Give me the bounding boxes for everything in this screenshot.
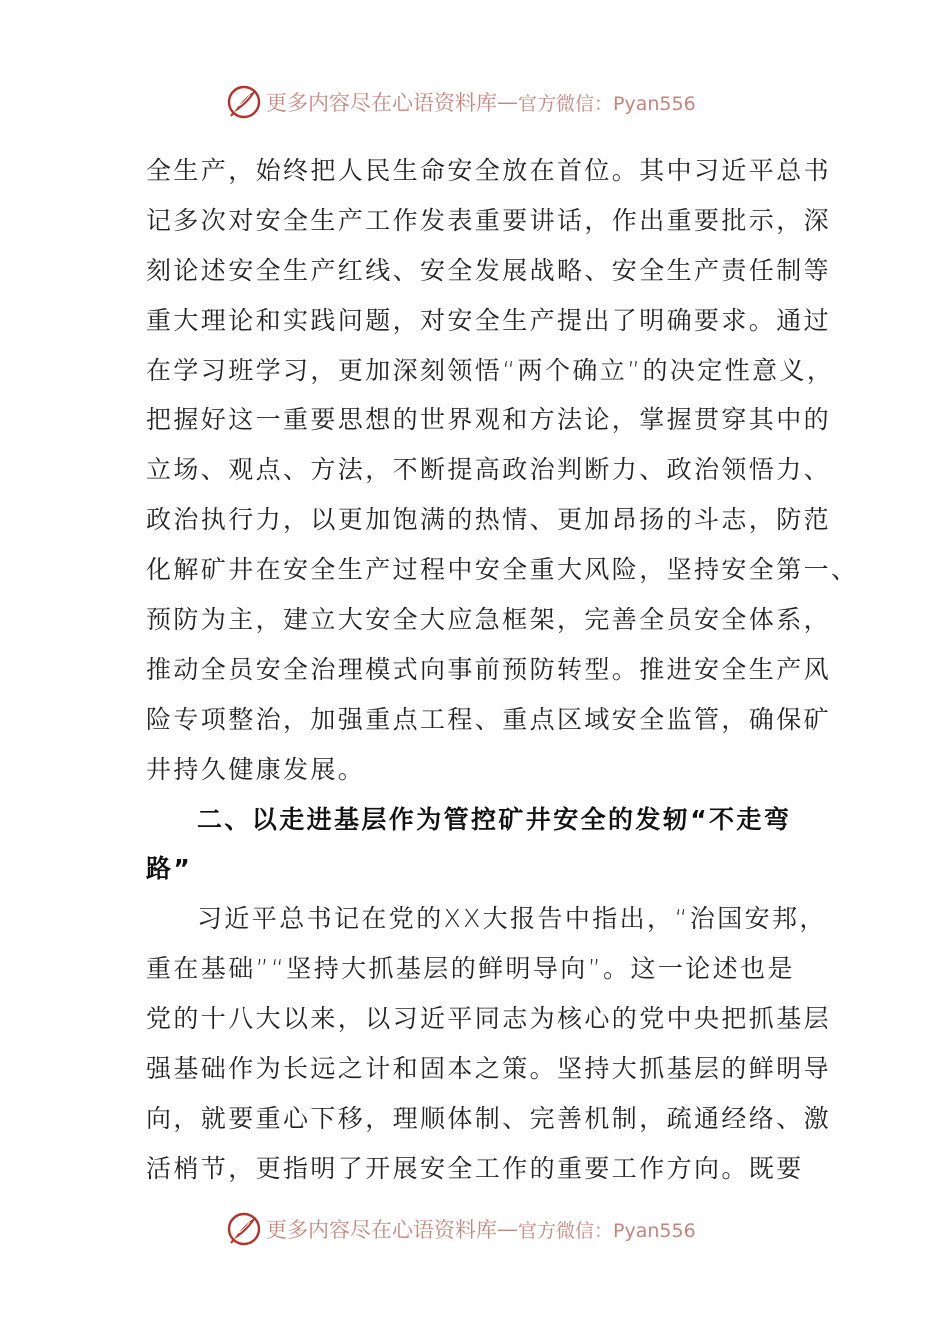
text-line: 立场、观点、方法，不断提高政治判断力、政治领悟力、 — [146, 455, 832, 485]
text-line: 记多次对安全生产工作发表重要讲话，作出重要批示，深 — [146, 205, 832, 235]
watermark-brand: 更多内容尽在心语资料库 — [266, 91, 497, 115]
document-body — [146, 146, 859, 1194]
text-line: 重在基础”“坚持大抓基层的鲜明导向”。这一论述也是 — [146, 954, 795, 984]
text-line: 全生产，始终把人民生命安全放在首位。其中习近平总书 — [146, 156, 832, 185]
text-line: 习近平总书记在党的XX大报告中指出，“治国安邦， — [197, 904, 827, 934]
text-line: 把握好这一重要思想的世界观和方法论，掌握贯穿其中的 — [146, 405, 832, 435]
section-heading: 二、以走进基层作为管控矿井安全的发轫“不走弯 — [197, 804, 792, 834]
text-line: 在学习班学习，更加深刻领悟“两个确立”的决定性意义， — [146, 355, 835, 385]
text-line: 推动全员安全治理模式向事前预防转型。推进安全生产风 — [146, 654, 832, 684]
watermark-dash: — — [497, 1217, 518, 1241]
text-line: 强基础作为长远之计和固本之策。坚持大抓基层的鲜明导 — [146, 1054, 832, 1084]
watermark-official: 官方微信：Pyan556 — [518, 92, 696, 115]
text-line: 险专项整治，加强重点工程、重点区域安全监管，确保矿 — [146, 704, 832, 734]
text-line: 党的十八大以来，以习近平同志为核心的党中央把抓基层 — [146, 1004, 832, 1034]
quill-logo-icon — [226, 84, 262, 120]
quill-logo-icon — [226, 1211, 262, 1247]
text-line: 重大理论和实践问题，对安全生产提出了明确要求。通过 — [146, 305, 832, 335]
text-line: 活梢节，更指明了开展安全工作的重要工作方向。既要 — [146, 1153, 804, 1183]
text-line: 刻论述安全生产红线、安全发展战略、安全生产责任制等 — [146, 255, 832, 285]
text-line: 化解矿井在安全生产过程中安全重大风险，坚持安全第一、 — [146, 555, 859, 585]
watermark-brand: 更多内容尽在心语资料库 — [266, 1218, 497, 1242]
header-watermark — [226, 80, 696, 124]
text-line: 向，就要重心下移，理顺体制、完善机制，疏通经络、激 — [146, 1103, 832, 1133]
watermark-dash: — — [497, 90, 518, 114]
footer-watermark — [226, 1207, 696, 1251]
section-heading-continued: 路” — [146, 854, 193, 884]
text-line: 政治执行力，以更加饱满的热情、更加昂扬的斗志，防范 — [146, 505, 832, 535]
text-line: 井持久健康发展。 — [146, 754, 366, 784]
watermark-official: 官方微信：Pyan556 — [518, 1219, 696, 1242]
text-line: 预防为主，建立大安全大应急框架，完善全员安全体系， — [146, 605, 832, 635]
